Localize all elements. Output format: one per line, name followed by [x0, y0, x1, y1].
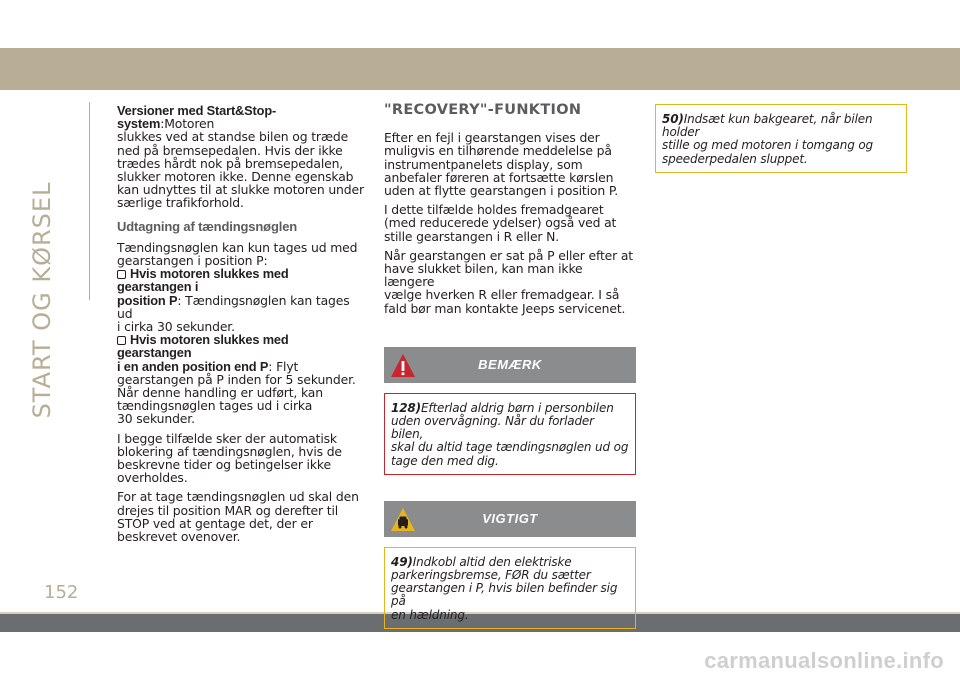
checkbox-square-icon: [117, 270, 126, 279]
column-middle: [384, 104, 636, 629]
note-box-49: 49)Indkobl altid den elektriske parkeringsbremse, FØR du sætter gearstangen i P, hvis bilen befinder sig på en hældning.: [384, 547, 636, 629]
paragraph-remove-key: For at tage tændingsnøglen ud skal den drejes til position MAR og derefter til STOP ved at gentage det, der er beskrevet ovenover.: [117, 489, 359, 545]
checkbox-square-icon: [117, 336, 126, 345]
subheading-key-removal: Udtagning af tændingsnøglen: [117, 218, 298, 234]
column-right: [655, 104, 907, 173]
note-header-bemaerk: BEMÆRK: [384, 347, 636, 383]
paragraph-recovery-3: Når gearstangen er sat på P eller efter at have slukket bilen, kan man ikke længere vælge hverken R eller fremadgear. I så fald bør man kontakte Jeeps servicenet.: [384, 247, 634, 316]
paragraph-recovery-1: Efter en fejl i gearstangen vises der muligvis en tilhørende meddelelse på instrumentpanelets display, som anbefaler føreren at fortsætte kørslen uden at flytte gearstangen i position P.: [384, 130, 619, 199]
bullet-position-p: Hvis motoren slukkes med gearstangen i position P: Tændingsnøglen kan tages ud i cirka 30 sekunder.: [117, 266, 350, 335]
paragraph-start-stop: Versioner med Start&Stop-system:Motoren slukkes ved at standse bilen og træde ned på bremsepedalen. Hvis der ikke trædes hårdt nok på bremsepedalen, slukker motoren ikke. Denne egenskab kan udnyttes til at slukke motoren under særlige trafikforhold.: [117, 103, 364, 211]
note-box-50: 50)Indsæt kun bakgearet, når bilen holder stille og med motoren i tomgang og speederpedalen sluppet.: [655, 104, 907, 173]
top-band: [0, 48, 960, 90]
paragraph-key-intro: Tændingsnøglen kan kun tages ud med gearstangen i position P:: [117, 239, 358, 269]
column-left: [117, 104, 365, 549]
section-heading-recovery: "RECOVERY"-FUNKTION: [384, 102, 582, 118]
watermark: carmanualsonline.info: [704, 648, 944, 673]
paragraph-recovery-2: I dette tilfælde holdes fremadgearet (med reducerede ydelser) også ved at stille gearstangen i R eller N.: [384, 202, 617, 244]
paragraph-blocking: I begge tilfælde sker der automatisk blokering af tændingsnøglen, hvis de beskrevne tider og betingelser ikke overholdes.: [117, 430, 342, 486]
chapter-divider: [89, 102, 90, 300]
note-box-128: 128)Efterlad aldrig børn i personbilen uden overvågning. Når du forlader bilen, skal du altid tage tændingsnøglen ud og tage den med dig.: [384, 393, 636, 475]
page-number: 152: [44, 582, 79, 603]
note-header-vigtigt: VIGTIGT: [384, 501, 636, 537]
bullet-other-position: Hvis motoren slukkes med gearstangen i en anden position end P: Flyt gearstangen på P inden for 5 sekunder. Når denne handling er udført, kan tændingsnøglen tages ud i cirka 30 sekunder.: [117, 332, 356, 427]
